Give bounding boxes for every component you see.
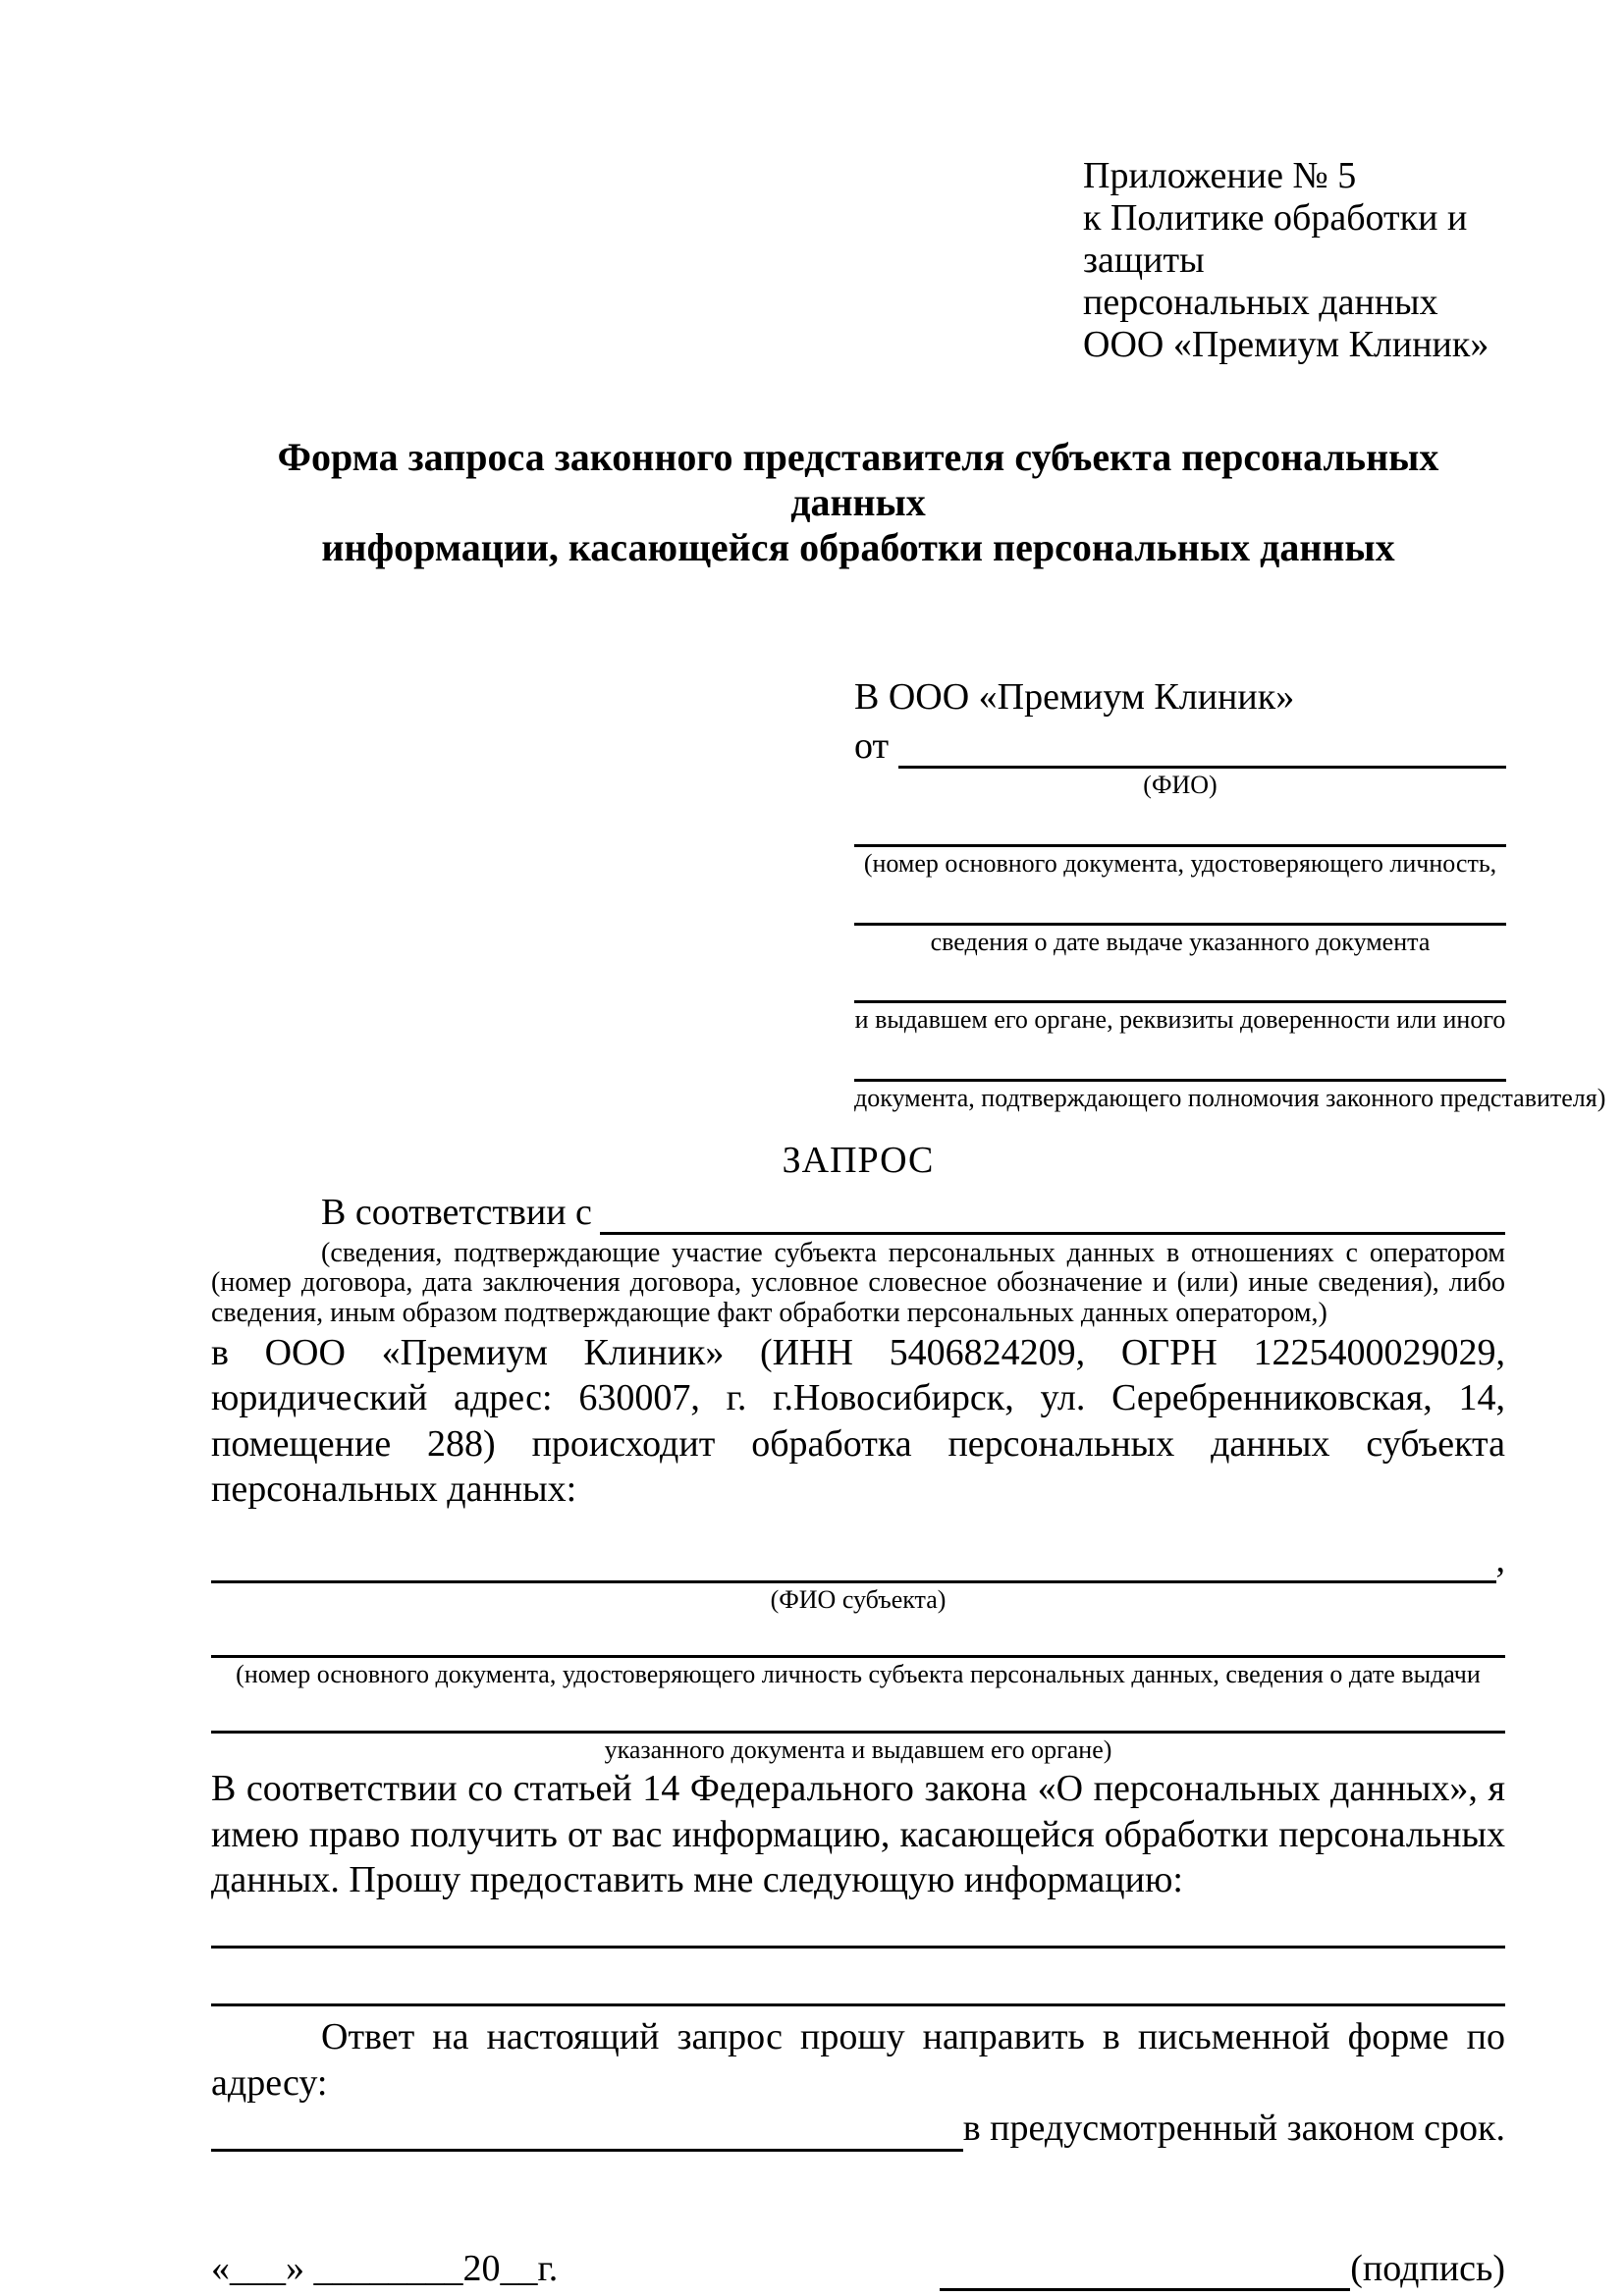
fio-caption: (ФИО) — [1143, 771, 1218, 800]
signature-blank-line — [940, 2249, 1350, 2291]
subject-fio-blank-line — [211, 1541, 1496, 1583]
answer-paragraph: Ответ на настоящий запрос прошу направить в письменной форме по адресу: — [211, 2016, 1505, 2104]
from-row — [854, 723, 1506, 769]
appendix-line: к Политике обработки и защиты — [1083, 196, 1468, 281]
signature-block — [940, 2246, 1505, 2291]
blank-line — [211, 1946, 1505, 1949]
addressee-to: В ООО «Премиум Клиник» — [854, 675, 1295, 718]
field-caption: и выдавшем его органе, реквизиты доверенности или иного — [854, 1005, 1506, 1035]
answer-tail-text: в предусмотренный законом срок. — [962, 2108, 1505, 2150]
representative-doc-field — [854, 1053, 1606, 1113]
appendix-line: Приложение № 5 — [1083, 155, 1357, 196]
subject-doc-field — [211, 1628, 1505, 1689]
blank-line — [854, 897, 1506, 926]
page-title-line-1: Форма запроса законного представителя субъекта персональных данных — [277, 434, 1439, 524]
intro-label: В соответствии с — [321, 1191, 592, 1233]
subject-fio-row — [211, 1537, 1505, 1582]
blank-line — [854, 819, 1506, 847]
field-caption: сведения о дате выдаче указанного документа — [930, 927, 1431, 956]
law-paragraph: В соответствии со статьей 14 Федерального закона «О персональных данных», я имею право получить от вас информацию, касающейся обработки персональных данных. Прошу предоставить мне следующую информацию: — [211, 1768, 1505, 1901]
signature-caption: (подпись) — [1350, 2247, 1505, 2289]
subject-fio-comma: , — [1495, 1539, 1505, 1581]
appendix-line: персональных данных — [1083, 281, 1438, 323]
from-label: от — [854, 725, 890, 768]
signature-row — [211, 2246, 1505, 2291]
from-blank-line — [898, 724, 1506, 769]
appendix-reference-block — [1083, 155, 1505, 366]
addressee-block — [854, 674, 1606, 1113]
subject-doc-field — [211, 1703, 1505, 1765]
field-caption: (номер основного документа, удостоверяющего личность, — [863, 849, 1497, 878]
intro-blank-line — [600, 1191, 1505, 1235]
intro-row — [211, 1190, 1505, 1235]
blank-line — [211, 1703, 1505, 1734]
representative-doc-field — [854, 819, 1506, 879]
field-caption: документа, подтверждающего полномочия законного представителя) — [854, 1083, 1606, 1112]
page-title-line-2: информации, касающейся обработки персональных данных — [321, 524, 1395, 569]
representative-doc-field — [854, 897, 1506, 957]
blank-line — [854, 975, 1506, 1003]
address-blank-line — [211, 2109, 963, 2152]
blank-line — [211, 2003, 1505, 2006]
page-title — [211, 435, 1505, 570]
intro-caption: (сведения, подтверждающие участие субъекта персональных данных в отношениях с оператором (номер договора, дата заключения договора, условное словесное обозначение и (или) иные сведения), либо сведения, иным образом подтверждающие факт обработки персональных данных оператором,) — [211, 1238, 1505, 1328]
subject-doc-caption: (номер основного документа, удостоверяющего личность субъекта персональных данных, сведения о дате выдачи — [236, 1660, 1481, 1689]
blank-line — [854, 1053, 1506, 1082]
request-heading: ЗАПРОС — [782, 1140, 935, 1182]
answer-address-row — [211, 2106, 1505, 2151]
blank-line — [211, 1628, 1505, 1658]
appendix-line: ООО «Премиум Клиник» — [1083, 323, 1489, 365]
date-blank: «___» ________20__г. — [211, 2247, 559, 2289]
subject-doc-caption: указанного документа и выдавшем его органе) — [604, 1735, 1112, 1764]
representative-doc-field — [854, 975, 1506, 1035]
operator-paragraph: в ООО «Премиум Клиник» (ИНН 5406824209, ОГРН 1225400029029, юридический адрес: 630007, г. г.Новосибирск, ул. Серебренниковская, 14, помещение 288) происходит обработка персональных данных субъекта персональных данных: — [211, 1331, 1505, 1510]
subject-fio-caption: (ФИО субъекта) — [770, 1584, 947, 1614]
